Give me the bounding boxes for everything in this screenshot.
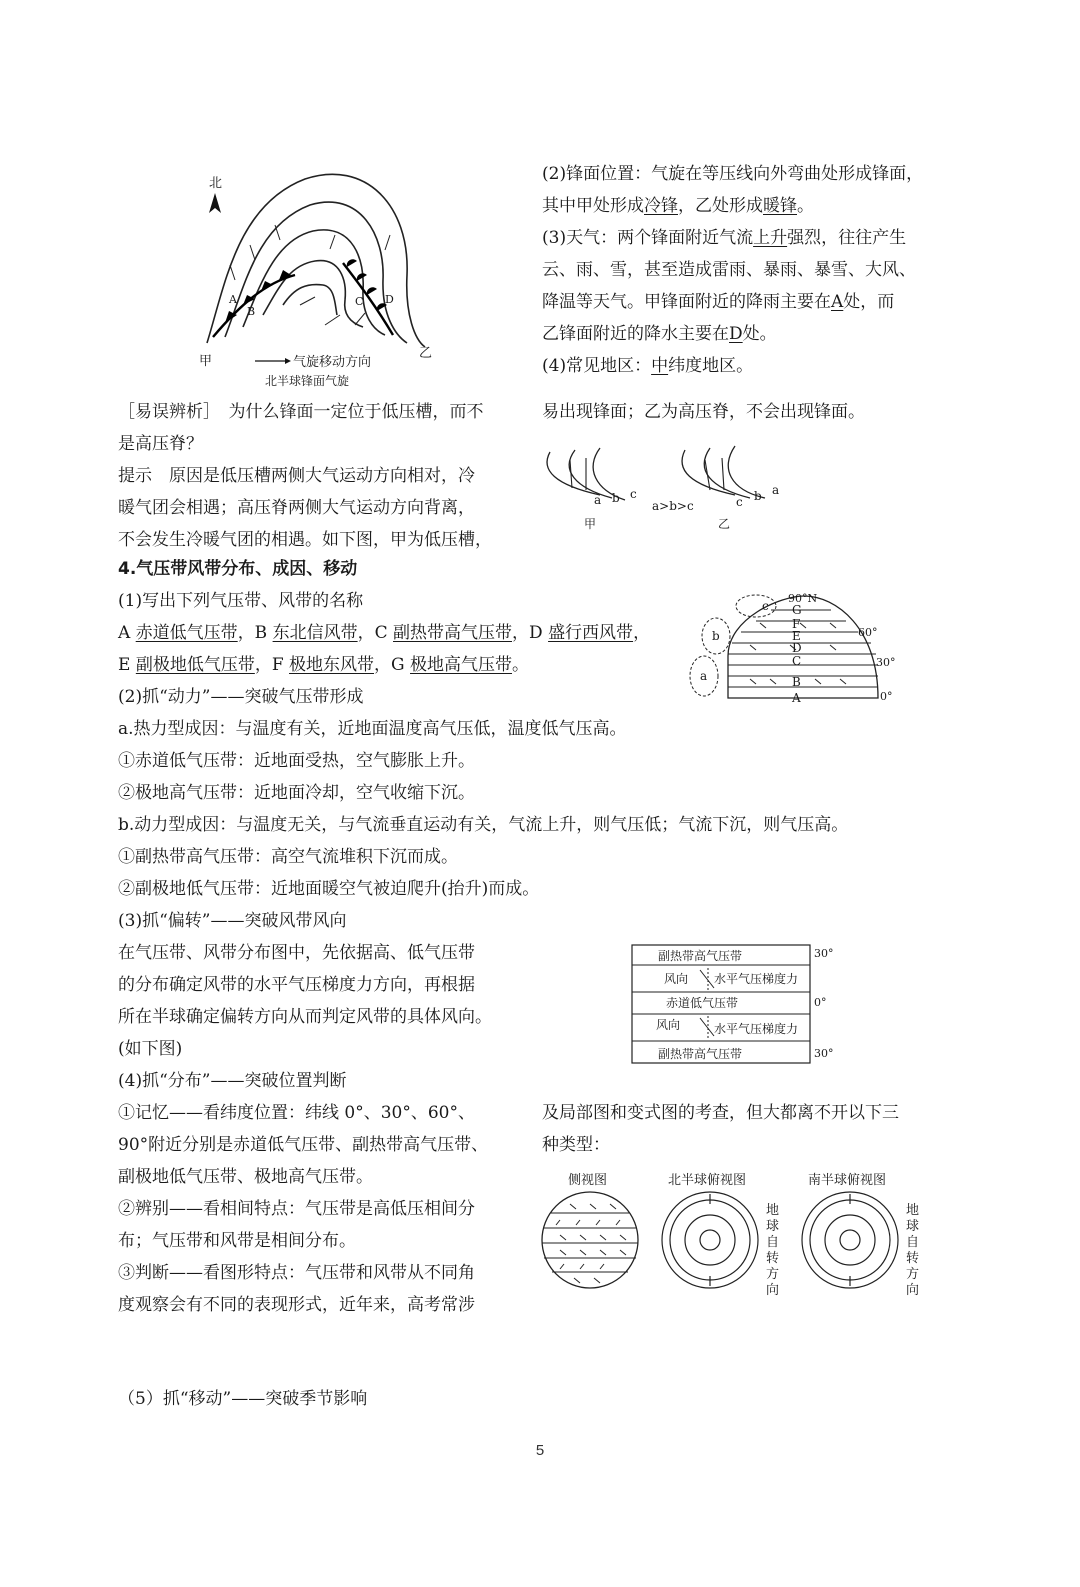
table-lat-0: 0° bbox=[814, 996, 827, 1009]
cell-a: a bbox=[700, 669, 708, 683]
legend-direction: 气旋移动方向 bbox=[293, 355, 372, 370]
belt-A: A bbox=[792, 691, 801, 705]
distribution-line: ②辨别——看相间特点：气压带是高低压相间分 bbox=[118, 1199, 475, 1219]
north-view-globe bbox=[662, 1192, 758, 1288]
distribution-line: 90°附近分别是赤道低气压带、副热带高气压带、 bbox=[118, 1135, 489, 1155]
dynamic-cause: b.动力型成因：与温度无关，与气流垂直运动有关，气流上升，则气压低；气流下沉，则气压高。 bbox=[118, 815, 849, 835]
thermal-cause-1: ①赤道低气压带：近地面受热，空气膨胀上升。 bbox=[118, 751, 475, 771]
svg-text:转: 转 bbox=[906, 1251, 920, 1266]
svg-text:向: 向 bbox=[906, 1283, 920, 1298]
svg-text:球: 球 bbox=[766, 1219, 780, 1234]
weather-line4: 乙锋面附近的降水主要在D处。 bbox=[542, 324, 777, 344]
belt-D: D bbox=[792, 641, 802, 655]
trough-label-c: c bbox=[630, 487, 637, 501]
svg-text:地: 地 bbox=[766, 1203, 780, 1218]
section4-sub5-block bbox=[118, 1383, 518, 1415]
front-description bbox=[542, 158, 942, 382]
cell-b: b bbox=[712, 629, 720, 643]
belt-names-line1: A 赤道低气压带，B 东北信风带，C 副热带高气压带，D 盛行西风带， bbox=[118, 623, 651, 643]
belt-E: E bbox=[792, 629, 801, 643]
page-number: 5 bbox=[535, 1442, 545, 1459]
svg-text:球: 球 bbox=[906, 1219, 920, 1234]
view-title-north: 北半球俯视图 bbox=[668, 1173, 747, 1188]
deflection-line: 所在半球确定偏转方向从而判定风带的具体风向。 bbox=[118, 1007, 492, 1027]
deflection-line: (如下图) bbox=[118, 1039, 183, 1059]
front-position-line2: 其中甲处形成冷锋，乙处形成暖锋。 bbox=[542, 196, 814, 216]
side-view-globe bbox=[542, 1192, 638, 1288]
section4-sub3: (3)抓“偏转”——突破风带风向 bbox=[118, 911, 347, 931]
pressure-belt-figure bbox=[686, 588, 906, 706]
svg-text:方: 方 bbox=[906, 1267, 920, 1282]
wind-direction-figure bbox=[628, 942, 848, 1066]
answer-D: D bbox=[729, 324, 743, 344]
row-subtropical-high-bottom: 副热带高气压带 bbox=[658, 1047, 743, 1061]
thermal-cause: a.热力型成因：与温度有关，近地面温度高气压低，温度低气压高。 bbox=[118, 719, 627, 739]
distribution-line: 及局部图和变式图的考查，但大都离不开以下三 bbox=[542, 1103, 899, 1123]
trough-label-mid: a>b>c bbox=[652, 499, 694, 513]
three-views-figure bbox=[540, 1168, 940, 1298]
deflection-line: 在气压带、风带分布图中，先依据高、低气压带 bbox=[118, 943, 475, 963]
lat-90: 90°N bbox=[788, 592, 818, 605]
dynamic-cause-2: ②副极地低气压带：近地面暖空气被迫爬升(抬升)而成。 bbox=[118, 879, 540, 899]
belt-names-line2: E 副极地低气压带，F 极地东风带，G 极地高气压带。 bbox=[118, 655, 530, 675]
belt-C: C bbox=[792, 654, 802, 668]
hint-line: 易出现锋面；乙为高压脊，不会出现锋面。 bbox=[542, 402, 865, 422]
section4-sub1: (1)写出下列气压带、风带的名称 bbox=[118, 591, 364, 611]
weather-line3: 降温等天气。甲锋面附近的降雨主要在A处，而 bbox=[542, 292, 895, 312]
answer-A: A bbox=[831, 292, 844, 312]
row-gradient-top: 水平气压梯度力 bbox=[714, 972, 799, 986]
belt-B: B bbox=[792, 675, 801, 689]
weather-line2: 云、雨、雪，甚至造成雷雨、暴雨、暴雪、大风、 bbox=[542, 260, 916, 280]
north-rotation-label bbox=[766, 1202, 779, 1298]
common-region: (4)常见地区：中纬度地区。 bbox=[542, 356, 754, 376]
distribution-line: ①记忆——看纬度位置：纬线 0°、30°、60°、 bbox=[118, 1103, 475, 1123]
answer-warm-front: 暖锋 bbox=[763, 196, 797, 216]
svg-text:地: 地 bbox=[906, 1203, 920, 1218]
distribution-line: ③判断——看图形特点：气压带和风带从不同角 bbox=[118, 1263, 475, 1283]
svg-text:自: 自 bbox=[766, 1235, 780, 1250]
row-subtropical-high-top: 副热带高气压带 bbox=[658, 949, 743, 963]
distribution-line: 副极地低气压带、极地高气压带。 bbox=[118, 1167, 373, 1187]
row-wind-bottom: 风向 bbox=[656, 1018, 681, 1032]
misconception-line: ［易误辨析］ 为什么锋面一定位于低压槽，而不 bbox=[118, 402, 484, 422]
table-lat-30-top: 30° bbox=[814, 947, 834, 960]
label-yi: 乙 bbox=[419, 346, 433, 361]
point-A: A bbox=[229, 293, 237, 306]
distribution-line: 度观察会有不同的表现形式，近年来，高考常涉 bbox=[118, 1295, 475, 1315]
south-view-globe bbox=[802, 1192, 898, 1288]
south-rotation-label bbox=[906, 1202, 919, 1298]
answer-rising: 上升 bbox=[753, 228, 788, 248]
ridge-label-c: c bbox=[736, 495, 743, 509]
ridge-label-a: a bbox=[772, 483, 780, 497]
point-B: B bbox=[247, 305, 256, 318]
deflection-line: 的分布确定风带的水平气压梯度力方向，再根据 bbox=[118, 975, 475, 995]
svg-text:转: 转 bbox=[766, 1251, 780, 1266]
point-D: D bbox=[385, 293, 394, 306]
cell-c: c bbox=[762, 599, 769, 613]
section4-sub4: (4)抓“分布”——突破位置判断 bbox=[118, 1071, 347, 1091]
hint-line: 暖气团会相遇；高压脊两侧大气运动方向背离， bbox=[118, 498, 475, 518]
thermal-cause-2: ②极地高气压带：近地面冷却，空气收缩下沉。 bbox=[118, 783, 475, 803]
view-title-side: 侧视图 bbox=[568, 1173, 608, 1188]
svg-text:自: 自 bbox=[906, 1235, 920, 1250]
misconception-block bbox=[118, 396, 518, 556]
belt-F: F bbox=[792, 617, 801, 631]
ridge-label-b: b bbox=[754, 489, 762, 503]
point-C: C bbox=[355, 295, 364, 308]
hint-line: 不会发生冷暖气团的相遇。如下图，甲为低压槽， bbox=[118, 530, 492, 550]
ridge-label-yi: 乙 bbox=[718, 517, 731, 531]
distribution-right bbox=[542, 1097, 942, 1161]
trough-ridge-figure bbox=[540, 440, 800, 532]
distribution-line: 布；气压带和风带是相间分布。 bbox=[118, 1231, 356, 1251]
section4-title: 4.气压带风带分布、成因、移动 bbox=[118, 559, 358, 579]
answer-mid: 中 bbox=[651, 356, 669, 376]
misconception-line: 是高压脊？ bbox=[118, 434, 203, 454]
section4-sub5: （5）抓“移动”——突破季节影响 bbox=[118, 1389, 368, 1409]
row-gradient-bottom: 水平气压梯度力 bbox=[714, 1022, 799, 1036]
lat-0: 0° bbox=[880, 690, 893, 703]
row-wind-top: 风向 bbox=[664, 972, 689, 986]
hint-line: 提示 原因是低压槽两侧大气运动方向相对，冷 bbox=[118, 466, 475, 486]
svg-text:方: 方 bbox=[766, 1267, 780, 1282]
answer-cold-front: 冷锋 bbox=[644, 196, 678, 216]
dynamic-cause-1: ①副热带高气压带：高空气流堆积下沉而成。 bbox=[118, 847, 458, 867]
front-position-line1: (2)锋面位置：气旋在等压线向外弯曲处形成锋面， bbox=[542, 164, 924, 184]
svg-text:向: 向 bbox=[766, 1283, 780, 1298]
misconception-right bbox=[542, 396, 942, 428]
north-label: 北 bbox=[209, 176, 223, 191]
table-lat-30-bottom: 30° bbox=[814, 1047, 834, 1060]
trough-label-b: b bbox=[612, 491, 620, 505]
view-title-south: 南半球俯视图 bbox=[808, 1173, 887, 1188]
weather-line1: (3)天气：两个锋面附近气流上升强烈，往往产生 bbox=[542, 228, 907, 248]
section4-sub2: (2)抓“动力”——突破气压带形成 bbox=[118, 687, 364, 707]
lat-30: 30° bbox=[876, 656, 896, 669]
trough-label-jia: 甲 bbox=[584, 517, 597, 531]
trough-label-a: a bbox=[594, 493, 602, 507]
row-equatorial-low: 赤道低气压带 bbox=[666, 996, 739, 1010]
north-arrow bbox=[209, 176, 222, 213]
figure-caption: 北半球锋面气旋 bbox=[265, 374, 350, 388]
cyclone-figure bbox=[185, 165, 445, 395]
lat-60: 60° bbox=[858, 626, 878, 639]
label-jia: 甲 bbox=[199, 354, 213, 369]
deflection-text bbox=[118, 937, 518, 1321]
distribution-line: 种类型： bbox=[542, 1135, 610, 1155]
belt-G: G bbox=[792, 603, 802, 617]
